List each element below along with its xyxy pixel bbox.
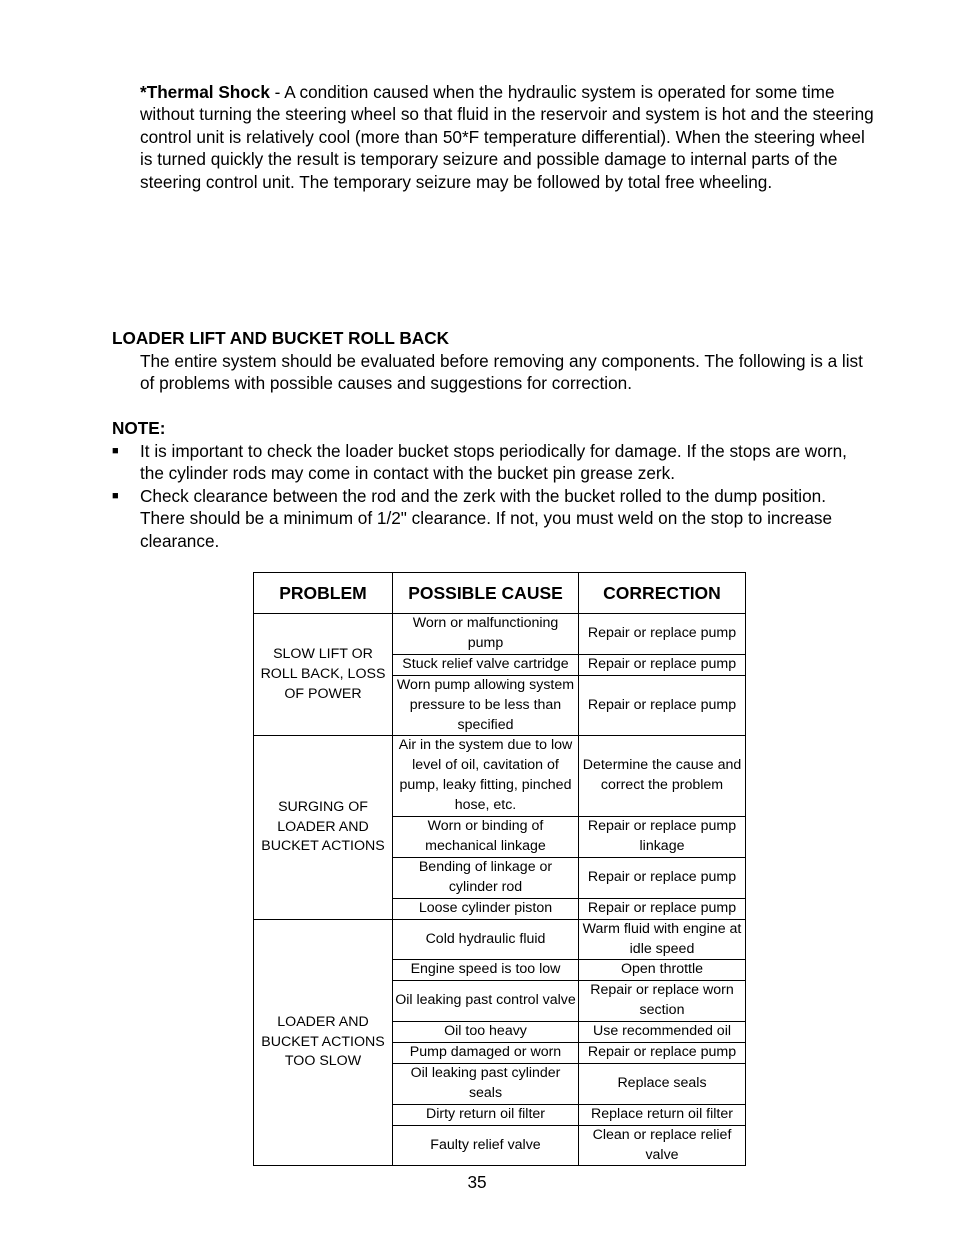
correction-cell: Determine the cause and correct the problem [579,736,746,817]
note-label: NOTE: [112,418,166,438]
correction-cell: Replace return oil filter [579,1104,746,1125]
cause-cell: Oil leaking past cylinder seals [393,1063,579,1104]
table-header-row [254,573,746,614]
correction-cell: Repair or replace pump [579,654,746,675]
correction-cell: Repair or replace pump [579,675,746,736]
cause-cell: Cold hydraulic fluid [393,919,579,960]
note-item-text: Check clearance between the rod and the zerk with the bucket rolled to the dump position. There should be a minimum of 1/2" clearance. If not, you must weld on the stop to increase clearance. [140,486,833,551]
problem-cell: LOADER AND BUCKET ACTIONS TOO SLOW [254,919,393,1166]
correction-cell: Repair or replace pump linkage [579,817,746,858]
correction-cell: Repair or replace pump [579,614,746,655]
header-correction: CORRECTION [579,573,746,614]
correction-cell: Clean or replace relief valve [579,1125,746,1166]
section-heading: LOADER LIFT AND BUCKET ROLL BACK [112,328,450,348]
table-row [254,736,746,817]
table-row [254,919,746,960]
correction-cell: Open throttle [579,960,746,981]
cause-cell: Worn or malfunctioning pump [393,614,579,655]
correction-cell: Repair or replace pump [579,898,746,919]
table-row [254,614,746,655]
page-number: 35 [467,1172,487,1192]
cause-cell: Faulty relief valve [393,1125,579,1166]
cause-cell: Air in the system due to low level of oil, cavitation of pump, leaky fitting, pinched hose, etc. [393,736,579,817]
correction-cell: Repair or replace pump [579,857,746,898]
correction-cell: Replace seals [579,1063,746,1104]
cause-cell: Dirty return oil filter [393,1104,579,1125]
correction-cell: Repair or replace worn section [579,981,746,1022]
thermal-shock-text: - A condition caused when the hydraulic system is operated for some time without turning the steering wheel so that fluid in the reservoir and system is hot and the steering control unit is relatively cool (more than 50*F temperature differential). When the steering wheel is turned quickly the result is temporary seizure and possible damage to internal parts of the steering control unit. The temporary seizure may be followed by total free wheeling. [140,82,874,192]
cause-cell: Pump damaged or worn [393,1043,579,1064]
cause-cell: Loose cylinder piston [393,898,579,919]
correction-cell: Repair or replace pump [579,1043,746,1064]
problem-cell: SURGING OF LOADER AND BUCKET ACTIONS [254,736,393,919]
correction-cell: Use recommended oil [579,1022,746,1043]
cause-cell: Worn or binding of mechanical linkage [393,817,579,858]
header-possible-cause: POSSIBLE CAUSE [393,573,579,614]
section-intro: The entire system should be evaluated before removing any components. The following is a list of problems with possible causes and suggestions for correction. [140,351,863,394]
bullet-icon: ■ [112,445,119,457]
cause-cell: Oil too heavy [393,1022,579,1043]
cause-cell: Stuck relief valve cartridge [393,654,579,675]
cause-cell: Worn pump allowing system pressure to be less than specified [393,675,579,736]
header-problem: PROBLEM [254,573,393,614]
bullet-icon: ■ [112,490,119,502]
problem-cell: SLOW LIFT OR ROLL BACK, LOSS OF POWER [254,614,393,736]
thermal-shock-term: *Thermal Shock [140,82,270,102]
note-item-text: It is important to check the loader bucket stops periodically for damage. If the stops are worn, the cylinder rods may come in contact with the bucket pin grease zerk. [140,441,847,484]
cause-cell: Engine speed is too low [393,960,579,981]
cause-cell: Bending of linkage or cylinder rod [393,857,579,898]
troubleshooting-table [253,572,746,1166]
correction-cell: Warm fluid with engine at idle speed [579,919,746,960]
thermal-shock-paragraph [140,81,875,193]
cause-cell: Oil leaking past control valve [393,981,579,1022]
